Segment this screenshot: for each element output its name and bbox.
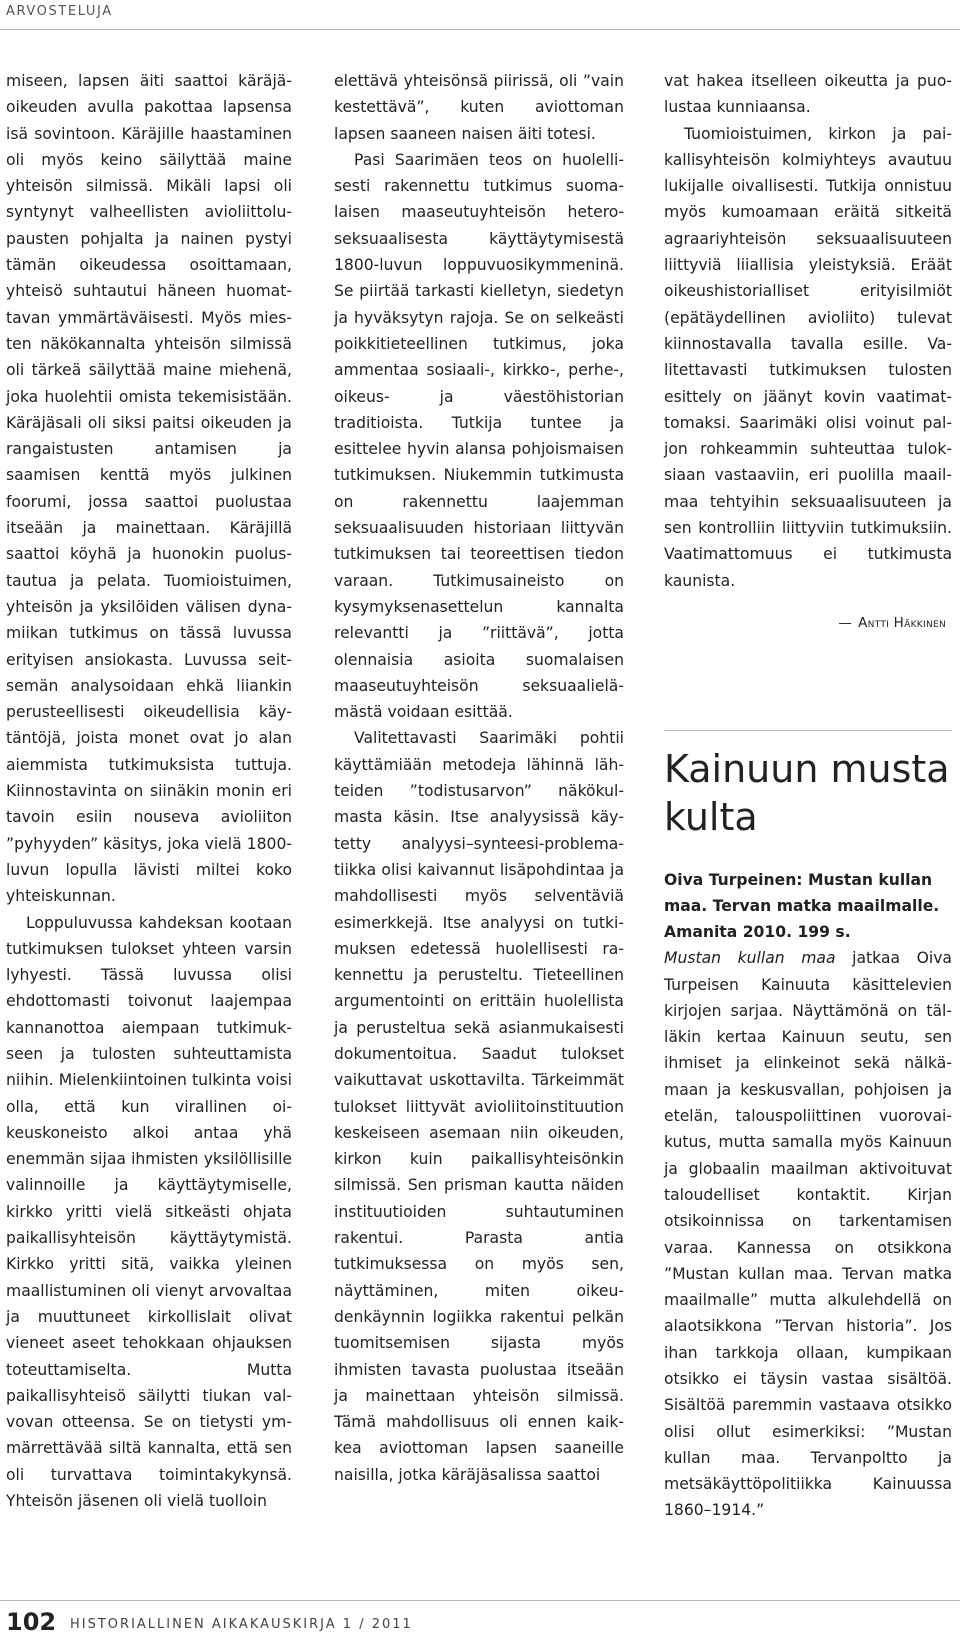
journal-name: HISTORIALLINEN AIKAKAUSKIRJA 1 / 2011	[70, 1617, 413, 1632]
book-title-italic: Mustan kullan maa	[664, 949, 836, 968]
reviewer-signature	[664, 610, 946, 636]
text-column-2	[334, 68, 624, 1488]
review-divider	[664, 730, 952, 731]
text-column-1	[6, 68, 292, 1514]
section-label: ARVOSTELUJA	[6, 4, 113, 19]
paragraph: Pasi Saarimäen teos on huolellisesti rakennettu tutkimus suomalaisen maaseutuyhteisön heteroseksuaalisesta käyttäytymisestä 1800-luvun loppuvuosikymmeninä. Se piirtää tarkasti kielletyn, siedetyn ja hyväksytyn rajoja. Se on selkeästi poikkitieteellinen tutkimus, joka ammentaa sosiaali-, kirkko-, perhe-, oikeus- ja väestöhistorian traditioista. Tutkija tuntee ja esittelee hyvin alansa pohjoismaisen tutkimuksen. Niukemmin tutkimusta on rakennettu laajemman seksuaalisuuden historiaan liittyvän tutkimuksen tai teoreettisen tiedon varaan. Tutkimusaineisto on kysymyksenasettelun kannalta relevantti ja ”riittävä”, jotta olennaisia asioita suomalaisen maaseutuyhteisön seksuaalielämästä voidaan esittää.	[334, 150, 624, 722]
header-divider	[0, 29, 960, 30]
signature-dash: —	[838, 614, 853, 631]
paragraph: Loppuluvussa kahdeksan kootaan tutkimuksen tulokset yhteen varsin lyhyesti. Tässä luvussa olisi ehdottomasti toivonut laajempaa kannanottoa aiempaan tutkimukseen ja tulosten suhteuttamista niihin. Mielenkiintoinen tulkinta voisi olla, että kun virallinen oikeuskoneisto alkoi antaa yhä enemmän sijaa ihmisten yksilöllisille valinnoille ja käyttäytymiselle, kirkko yritti vielä sitkeästi ohjata paikallisyhteisön käyttäytymistä. Kirkko yritti sitä, vaikka yleinen maallistuminen oli vienyt arvovaltaa ja muuttuneet kirkollislait olivat vieneet aseet tehokkaan ohjauksen toteuttamiselta. Mutta paikallisyhteisö säilytti tiukan valvovan otteensa. Se on tietysti ymmärrettävää siltä kannalta, että sen oli turvattava toimintakykynsä. Yhteisön jäsenen oli vielä tuolloin	[6, 913, 292, 1511]
page-number: 102	[6, 1608, 57, 1636]
review-title: Kainuun musta kulta	[664, 747, 950, 840]
reviewer-name: Antti Häkkinen	[858, 614, 946, 631]
book-info: Oiva Turpeinen: Mustan kullan maa. Tervan matka maailmalle. Amanita 2010. 199 s.	[664, 871, 940, 942]
paragraph: Tuomioistuimen, kirkon ja paikallisyhteisön kolmiyhteys avautuu lukijalle oivallisesti. Tutkija onnistuu myös kumoamaan eräitä sitkeitä agraariyhteisön seksuaalisuuteen liittyviä liiallisia yleistyksiä. Eräät oikeushistorialliset erityisilmiöt (epätäydellinen avioliito) tulevat kiinnostavalla tavalla esille. Valitettavasti tutkimuksen tulosten esittely on jäänyt kovin vaatimattomaksi. Saarimäki olisi voinut paljon rohkeammin suhteuttaa tuloksiaan vastaaviin, eri puolilla maailmaa tehtyihin seksuaalisuuteen ja sen kontrolliin liittyviin tutkimuksiin. Vaatimattomuus ei tutkimusta kaunista.	[664, 124, 952, 590]
paragraph: elettävä yhteisönsä piirissä, oli ”vain kestettävä”, kuten aviottoman lapsen saaneen naisen äiti totesi.	[334, 72, 624, 143]
paragraph: vat hakea itselleen oikeutta ja puolustaa kunniaansa.	[664, 72, 952, 117]
review-paragraph	[664, 945, 952, 1524]
review-text: jatkaa Oiva Turpeisen Kainuuta käsittelevien kirjojen sarjaa. Näyttämönä on tälläkin kertaa Kainuun seutu, sen ihmiset ja elinkeinot sekä nälkämaan ja keskusvallan, pohjoisen ja etelän, talouspoliittinen vuorovaikutus, mutta samalla myös Kainuun ja globaalin maailman aktivoituvat taloudelliset kontaktit. Kirjan otsikoinnissa on tarkentamisen varaa. Kannessa on otsikkona ”Mustan kullan maa. Tervan matka maailmalle” mutta alkulehdellä on alaotsikkona ”Tervan historia”. Jos ihan tarkkoja ollaan, kumpikaan otsikko ei täysin vastaa sisältöä. Sisältöä paremmin vastaava otsikko olisi ollut esimerkiksi: ”Mustan kullan maa. Tervanpoltto ja metsäkäyttöpolitiikka Kainuussa 1860–1914.”	[664, 949, 952, 1520]
paragraph: miseen, lapsen äiti saattoi käräjäoikeuden avulla pakottaa lapsensa isä sovintoon. Käräjille haastaminen oli myös keino säilyttää maine yhteisön silmissä. Mikäli lapsi oli syntynyt valheellisten avioliittolupausten pohjalta ja nainen pystyi tämän oikeudessa osoittamaan, yhteisö suhtautui häneen huomattavan ymmärtäväisesti. Myös miesten näkökannalta yhteisön silmissä oli tärkeä säilyttää maine miehenä, joka huolehtii omista tekemisistään. Käräjäsali oli siksi paitsi oikeuden ja rangaistusten antamisen ja saamisen kenttä myös julkinen foorumi, jossa saattoi puolustaa itseään ja mainettaan. Käräjillä saattoi köyhä ja huonokin puolustautua ja pelata. Tuomioistuimen, yhteisön ja yksilöiden välisen dynamiikan tutkimus on tässä luvussa erityisen ansiokasta. Luvussa seitsemän analysoidaan ehkä liiankin perusteellisesti oikeudellisia käytäntöjä, joista monet ovat jo alan aiemmista tutkimuksista tuttuja. Kiinnostavinta on siinäkin monin eri tavoin esiin nouseva avioliiton ”pyhyyden” käsitys, joka vielä 1800-luvun lopulla lävisti miltei koko yhteiskunnan.	[6, 72, 292, 906]
paragraph: Valitettavasti Saarimäki pohtii käyttämiään metodeja lähinnä lähteiden ”todistusarvon” näkökulmasta käsin. Itse analyysissä käytetty analyysi–synteesi-problematiikka olisi kaivannut lisäpohdintaa ja mahdollisesti myös selventäviä esimerkkejä. Itse analyysi on tutkimuksen edetessä huolellisesti rakennettu ja perusteltu. Tieteellinen argumentointi on erittäin huolellista ja perusteltua sekä asianmukaisesti dokumentoitua. Saadut tulokset vaikuttavat uskottavilta. Tärkeimmät tulokset liittyvät avioliitoinstituution keskeiseen asemaan niin oikeuden, kirkon kuin paikallisyhteisönkin silmissä. Sen prisman kautta näiden instituutioiden suhtautuminen rakentui. Parasta antia tutkimuksessa on myös sen, näyttäminen, miten oikeudenkäynnin logiikka rakentui pelkän tuomitsemisen sijasta myös ihmisten tavasta puolustaa itseään ja mainettaan yhteisön silmissä. Tämä mahdollisuus oli ennen kaikkea aviottoman lapsen saaneille naisilla, jotka käräjäsalissa saattoi	[334, 729, 624, 1484]
text-column-3	[664, 68, 952, 1524]
footer-divider	[0, 1600, 960, 1601]
